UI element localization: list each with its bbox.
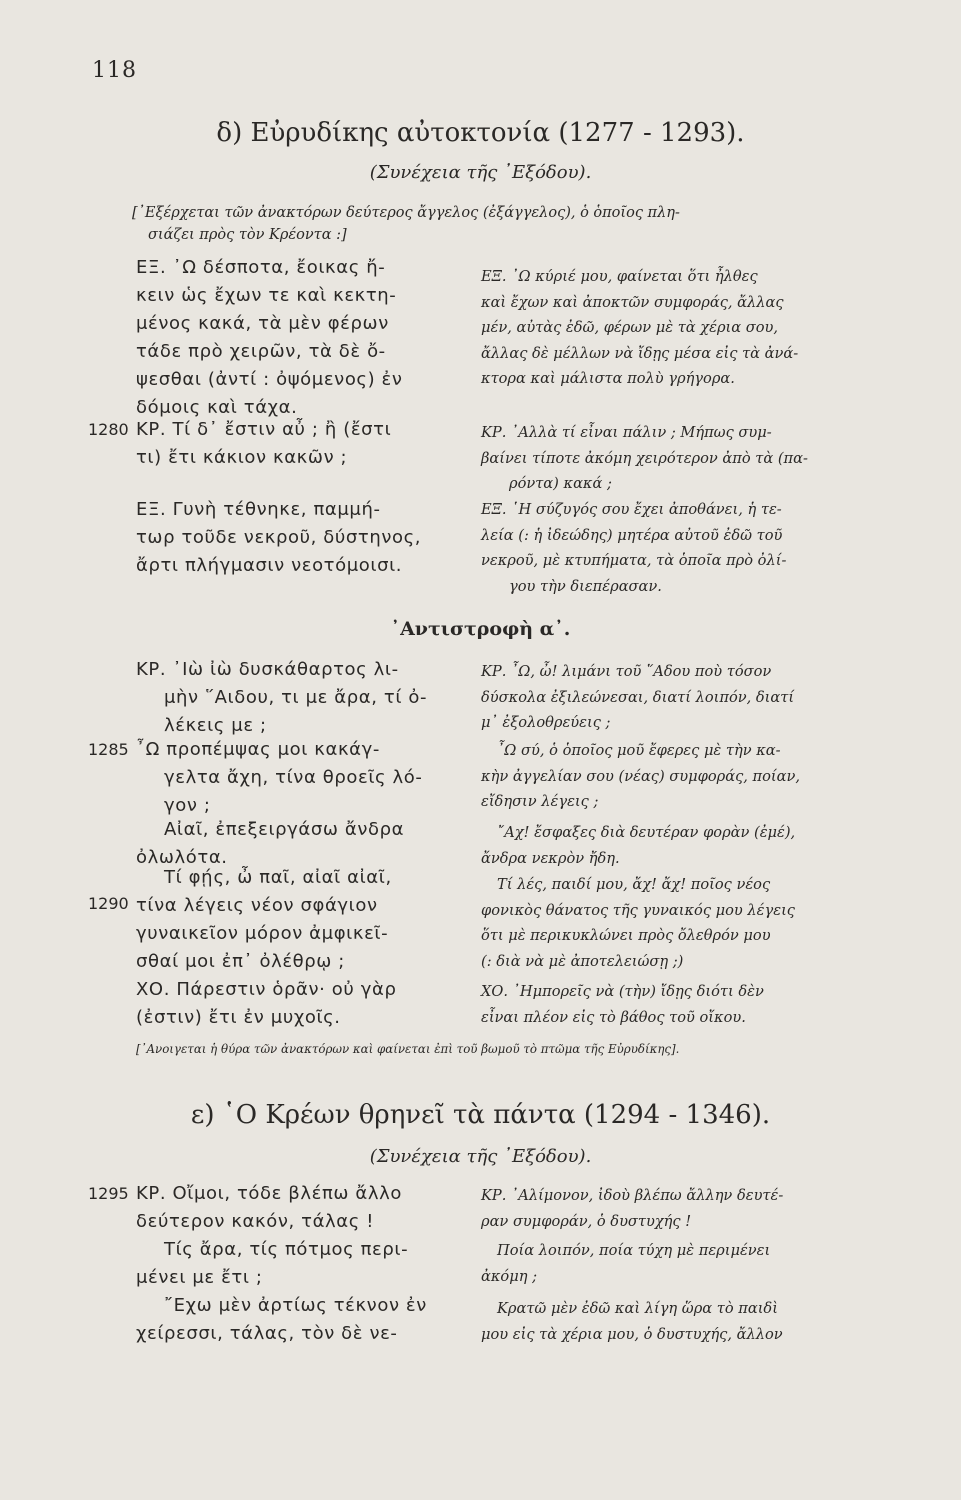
translation-line: ῏Ω σύ, ὁ ὁποῖος μοῦ ἔφερες μὲ τὴν κα- — [497, 742, 781, 759]
greek-line: λέκεις με ; — [164, 715, 267, 736]
stage-direction-line: σιάζει πρὸς τὸν Κρέοντα :] — [148, 227, 347, 243]
translation-line: κὴν ἀγγελίαν σου (νέας) συμφοράς, ποίαν, — [481, 767, 800, 785]
greek-line: μένει με ἔτι ; — [136, 1267, 263, 1288]
greek-line: ψεσθαι (ἀντί : ὀψόμενος) ἐν — [136, 369, 403, 390]
translation-line: Τί λές, παιδί μου, ἄχ! ἄχ! ποῖος νέος — [497, 876, 771, 893]
greek-line: ΚΡ. ᾽Ιὼ ἰὼ δυσκάθαρτος λι- — [136, 659, 399, 680]
translation-line: φονικὸς θάνατος τῆς γυναικός μου λέγεις — [481, 901, 795, 919]
stage-direction-line: [᾽Εξέρχεται τῶν ἀνακτόρων δεύτερος ἄγγελος (ἐξάγγελος), ὁ ὁποῖος πλη- — [132, 205, 680, 221]
translation-block — [481, 979, 871, 1030]
translation-block — [481, 1296, 871, 1347]
translation-line: ῎Αχ! ἔσφαξες διὰ δευτέραν φορὰν (ἐμέ), — [497, 824, 796, 841]
line-number: 1295 — [88, 1184, 129, 1203]
translation-line: ραν συμφοράν, ὁ δυστυχής ! — [481, 1212, 692, 1230]
translation-line: νεκροῦ, μὲ κτυπήματα, τὰ ὁποῖα πρὸ ὀλί- — [481, 552, 787, 569]
translation-block — [481, 420, 871, 497]
greek-verse-block — [136, 1236, 454, 1292]
greek-line: ΧΟ. Πάρεστιν ὁρᾶν· οὐ γὰρ — [136, 979, 397, 1000]
translation-line: εἶναι πλέον εἰς τὸ βάθος τοῦ οἴκου. — [481, 1008, 746, 1026]
translation-line: δύσκολα ἐξιλεώνεσαι, διατί λοιπόν, διατί — [481, 688, 795, 706]
greek-verse-block — [136, 656, 454, 740]
greek-verse-block — [136, 496, 454, 580]
translation-block — [481, 1183, 871, 1234]
translation-line: βαίνει τίποτε ἀκόμη χειρότερον ἀπὸ τὰ (πα- — [481, 449, 808, 467]
translation-line: ΕΞ. ᾽Ω κύριέ μου, φαίνεται ὅτι ἦλθες — [481, 268, 758, 285]
greek-verse-block — [136, 864, 454, 976]
greek-line: μένος κακά, τὰ μὲν φέρων — [136, 313, 389, 334]
greek-line: γελτα ἄχη, τίνα θροεῖς λό- — [164, 767, 423, 788]
greek-line: σθαί μοι ἐπ᾽ ὀλέθρῳ ; — [136, 951, 345, 972]
translation-line: μου εἰς τὰ χέρια μου, ὁ δυστυχής, ἄλλον — [481, 1325, 783, 1343]
greek-line: ἄρτι πλήγμασιν νεοτόμοισι. — [136, 555, 403, 576]
greek-line: τάδε πρὸ χειρῶν, τὰ δὲ ὄ- — [136, 341, 386, 362]
greek-line: ΚΡ. Οἴμοι, τόδε βλέπω ἄλλο — [136, 1183, 402, 1204]
stage-direction-bottom: [᾽Ανοιγεται ἡ θύρα τῶν ἀνακτόρων καὶ φαίνεται ἐπὶ τοῦ βωμοῦ τὸ πτῶμα τῆς Εὐρυδίκης]. — [136, 1042, 680, 1056]
translation-line: (: διὰ νὰ μὲ ἀποτελειώσῃ ;) — [481, 952, 684, 970]
section-e-title: ε) ῾Ο Κρέων θρηνεῖ τὰ πάντα (1294 - 1346). — [190, 1100, 771, 1130]
line-number: 1280 — [88, 420, 129, 439]
greek-verse-block — [136, 1180, 454, 1236]
greek-line: ῏Ω προπέμψας μοι κακάγ- — [136, 739, 380, 760]
greek-line: Αἰαῖ, ἐπεξειργάσω ἄνδρα — [164, 819, 405, 840]
greek-line: κειν ὡς ἔχων τε καὶ κεκτη- — [136, 285, 397, 306]
translation-line: ΕΞ. ῾Η σύζυγός σου ἔχει ἀποθάνει, ἡ τε- — [481, 501, 782, 518]
greek-line: (ἐστιν) ἔτι ἐν μυχοῖς. — [136, 1007, 341, 1028]
translation-block — [481, 738, 871, 815]
translation-line: Κρατῶ μὲν ἐδῶ καὶ λίγη ὥρα τὸ παιδὶ — [497, 1300, 778, 1317]
translation-line: ἄλλας δὲ μέλλων νὰ ἴδῃς μέσα εἰς τὰ ἀνά- — [481, 344, 799, 362]
greek-line: ὀλωλότα. — [136, 847, 228, 868]
translation-line: Ποία λοιπόν, ποία τύχη μὲ περιμένει — [497, 1242, 771, 1259]
translation-line: καὶ ἔχων καὶ ἀποκτῶν συμφοράς, ἄλλας — [481, 293, 784, 311]
greek-line: γον ; — [164, 795, 211, 816]
stage-direction — [132, 202, 852, 246]
greek-verse-block — [136, 736, 454, 820]
translation-line: ΚΡ. ᾽Αλίμονον, ἰδοὺ βλέπω ἄλλην δευτέ- — [481, 1187, 784, 1204]
line-number: 1290 — [88, 894, 129, 913]
translation-line: ὅτι μὲ περικυκλώνει πρὸς ὄλεθρόν μου — [481, 927, 771, 944]
greek-verse-block — [136, 1292, 454, 1348]
line-number: 1285 — [88, 740, 129, 759]
translation-line: ΧΟ. ᾽Ημπορεῖς νὰ (τὴν) ἴδῃς διότι δὲν — [481, 983, 764, 1000]
translation-block — [481, 497, 871, 599]
strophe-heading: ᾽Αντιστροφὴ α᾽. — [390, 618, 571, 640]
greek-line: ΕΞ. ᾽Ω δέσποτα, ἔοικας ἤ- — [136, 257, 386, 278]
greek-line: δόμοις καὶ τάχα. — [136, 397, 298, 418]
translation-line: ἄνδρα νεκρὸν ἤδη. — [481, 849, 620, 867]
translation-line: ΚΡ. ῏Ω, ὦ! λιμάνι τοῦ ῞Αδου ποὺ τόσον — [481, 663, 772, 680]
translation-block — [481, 1238, 871, 1289]
translation-line: κτορα καὶ μάλιστα πολὺ γρήγορα. — [481, 370, 735, 387]
greek-line: χείρεσσι, τάλας, τὸν δὲ νε- — [136, 1323, 398, 1344]
greek-line: Τί φῄς, ὦ παῖ, αἰαῖ αἰαῖ, — [164, 867, 392, 888]
section-d-subtitle: (Συνέχεια τῆς ᾽Εξόδου). — [369, 162, 592, 183]
translation-line: ἀκόμη ; — [481, 1267, 537, 1285]
greek-line: μὴν ῞Αιδου, τι με ἄρα, τί ὀ- — [164, 687, 428, 708]
greek-verse-block — [136, 416, 454, 472]
translation-line: ΚΡ. ᾽Αλλὰ τί εἶναι πάλιν ; Μήπως συμ- — [481, 424, 772, 441]
translation-line: μέν, αὐτὰς ἐδῶ, φέρων μὲ τὰ χέρια σου, — [481, 319, 779, 336]
translation-block — [481, 820, 871, 871]
translation-line: ρόντα) κακά ; — [509, 475, 612, 492]
greek-verse-block — [136, 254, 454, 422]
greek-line: γυναικεῖον μόρον ἀμφικεῖ- — [136, 923, 389, 944]
greek-line: ΚΡ. Τί δ᾽ ἔστιν αὖ ; ἢ (ἔστι — [136, 419, 392, 440]
greek-line: ῎Εχω μὲν ἀρτίως τέκνον ἐν — [164, 1295, 427, 1316]
translation-block — [481, 264, 871, 392]
greek-line: τωρ τοῦδε νεκροῦ, δύστηνος, — [136, 527, 422, 548]
translation-block — [481, 872, 871, 974]
translation-line: μ᾽ ἐξολοθρεύεις ; — [481, 714, 611, 731]
page-number: 118 — [92, 58, 137, 83]
greek-line: δεύτερον κακόν, τάλας ! — [136, 1211, 375, 1232]
greek-verse-block — [136, 976, 454, 1032]
section-d-title: δ) Εὐρυδίκης αὐτοκτονία (1277 - 1293). — [216, 118, 745, 148]
translation-line: γου τὴν διεπέρασαν. — [509, 577, 662, 595]
translation-block — [481, 659, 871, 736]
greek-line: Τίς ἄρα, τίς πότμος περι- — [164, 1239, 409, 1260]
translation-line: εἴδησιν λέγεις ; — [481, 793, 599, 810]
greek-line: ΕΞ. Γυνὴ τέθνηκε, παμμή- — [136, 499, 381, 520]
greek-line: τι) ἔτι κάκιον κακῶν ; — [136, 447, 348, 468]
greek-line: τίνα λέγεις νέον σφάγιον — [136, 895, 378, 916]
translation-line: λεία (: ἡ ἰδεώδης) μητέρα αὐτοῦ ἐδῶ τοῦ — [481, 526, 783, 544]
section-e-subtitle: (Συνέχεια τῆς ᾽Εξόδου). — [369, 1146, 592, 1167]
